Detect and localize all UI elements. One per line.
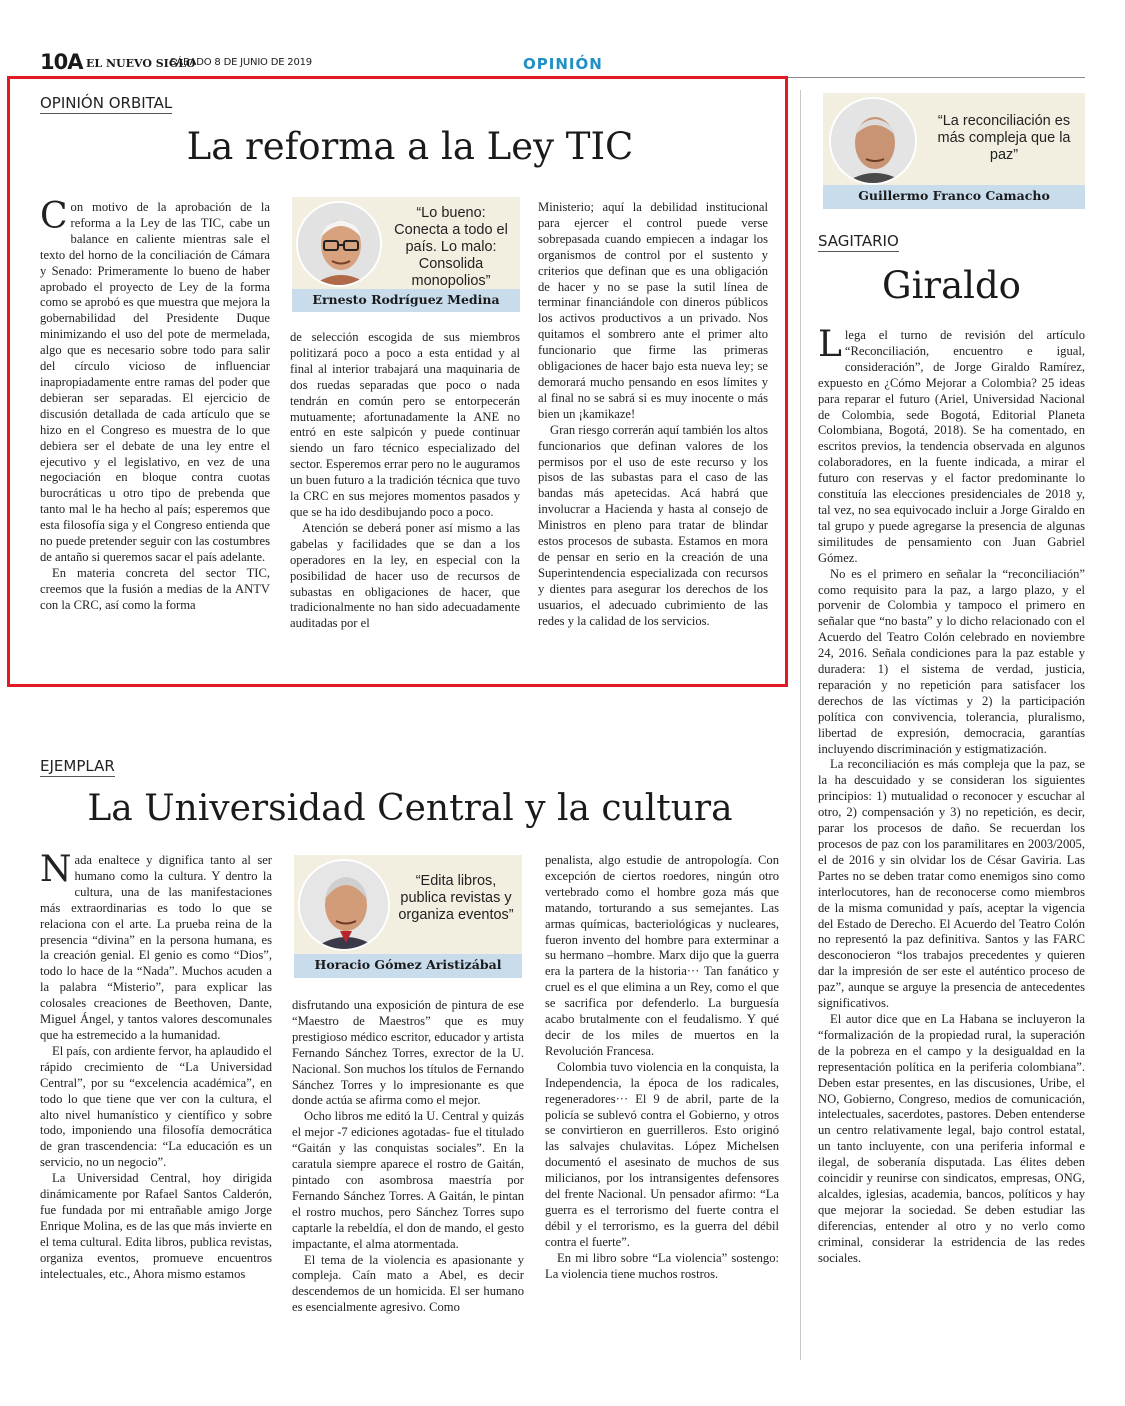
article2-title: La Universidad Central y la cultura xyxy=(87,788,733,829)
article3-paragraph: No es el primero en señalar la “reconciliación” como requisito para la paz, a largo plazo, y el porvenir de Colombia y tampoco el primero en señalar que “no basta” y lo dicho relacionado con el Acuerdo del Teatro Colón celebrado en noviembre 24, 2016. Señala condiciones para la paz estable y duradera: 1) el sistema de verdad, justicia, reparación y no repetición para satisfacer los derechos de las víctimas y 2) la participación política con convivencia, tolerancia, pluralismo, libertad de expresión, democracia, garantías incluyendo discriminación y estigmatización. xyxy=(818,566,1085,756)
article1-quote-box xyxy=(292,197,520,312)
article3-quote: “La reconciliación es más compleja que la paz” xyxy=(937,113,1071,163)
dropcap: L xyxy=(818,328,842,365)
article2-paragraph: Ocho libros me editó la U. Central y quizás el mejor -7 ediciones agotadas- fue el titulado “Gaitán y las conquistas sociales”. En la caratula siempre aparece el rostro de Gaitán, pintado con asombrosa maestría por Fernando Sánchez Torres. A Gaitán, le pintan el rostro muchos, pero Sánchez Torres supo captarle la rebeldía, el don de mando, el gesto impactante, el alma atormentada. xyxy=(292,1109,524,1251)
article3-paragraph: lega el turno de revisión del artículo “Reconciliación, encuentro e igual, consideración”, de Jorge Giraldo Ramírez, expuesto en ¿Cómo Mejorar a Colombia? 25 ideas para reparar el futuro (Ariel, Universidad Nacional de Colombia, sede Bogotá, Editorial Planeta Colombiana, Bogotá, 2018). Se ha comentado, en escritos previos, la tendencia observada en algunos colaboradores, en la fuente indicada, a mirar el futuro con reservas y el factor predominante lo constituía las elecciones presidenciales de 2018 y, tal vez, no sea equivocado incluir a Jorge Giraldo en tal grupo y puede agregarse la presencia de algunas similitudes de pensamiento con Juan Gabriel Gómez. xyxy=(818,328,1085,565)
article2-quote-box xyxy=(294,855,522,978)
page-number: 10A xyxy=(40,50,83,74)
portrait-icon xyxy=(298,203,382,287)
article3-column xyxy=(818,328,1085,1354)
section-name: OPINIÓN xyxy=(523,55,603,73)
dropcap: N xyxy=(40,853,72,890)
article3-paragraph: El autor dice que en La Habana se incluyeron la “formalización de la propiedad rural, la superación de la pobreza en el campo y la desigualdad en la representación política en la periferia colombiana”. Deben estar presentes, en las discusiones, Uribe, el NO, Gobierno, Congreso, medios de comunicación, intelectuales, sacerdotes, pastores. Deben entenderse un centro relativamente legal, bajo control estatal, un tanto incluyente, con una periferia informal e ilegal, de soberanía disputada. Las élites deben coincidir y reunirse con sindicatos, empresas, ONG, alcaldes, iglesias, academia, bancos, políticos y hay que mejorar la sociedad. Se deben estudiar las diferencias, entender al otro y no verlo como criminal, considerar la estridencia de las redes sociales. xyxy=(818,1011,1085,1265)
article2-paragraph: La Universidad Central, hoy dirigida dinámicamente por Rafael Santos Calderón, fue fundada por mi entrañable amigo Jorge Enrique Molina, es de las que más invierte en el tema cultural. Edita libros, publica revistas, organiza eventos, promueve encuentros intelectuales, etc., Ahora mismo estamos xyxy=(40,1171,272,1281)
article2-column-2 xyxy=(292,998,524,1348)
article1-paragraph: Ministerio; aquí la debilidad institucional para ejercer el control puede verse sobrepasada cuando empiecen a indagar los organismos de control por el sustento y criterios que definan que es una obligación de hacer y no se pase la sutil línea de terminar financiándole con dineros públicos los activos productivos a un privado. Nos quitamos el sombrero ante el primer alto funcionario que firme las primeras obligaciones de hacer bajo esta nueva ley; se demorará mucho pensando en esos límites y al final no se sabrá si es muy inocente o más bien un ¡kamikaze! xyxy=(538,200,768,421)
article1-quote: “Lo bueno: Conecta a todo el país. Lo malo: Consolida monopolios” xyxy=(394,205,508,289)
portrait-icon xyxy=(831,99,917,185)
article1-paragraph: En materia concreta del sector TIC, creemos que la fusión a medias de la ANTV con la CRC, así como la forma xyxy=(40,565,270,612)
portrait-icon xyxy=(300,861,390,951)
article3-title: Giraldo xyxy=(882,264,1021,307)
author-portrait xyxy=(296,201,382,287)
masthead xyxy=(40,50,1085,78)
article1-author: Ernesto Rodríguez Medina xyxy=(292,289,520,312)
column-divider xyxy=(800,90,801,1360)
article2-author: Horacio Gómez Aristizábal xyxy=(294,954,522,978)
article2-paragraph: penalista, algo estudie de antropología. Con excepción de ciertos roedores, ningún otro vertebrado como el hombre goza más que matando, torturando a sus semejantes. Las armas químicas, bacteriológicas y nucleares, fueron invento del hombre para exterminar a su hermano –hombre. Marx dijo que la guerra era la partera de la historia··· Tan fanático y cruel es el que elimina a un Rey, como el que se sacrifica por defenderlo. La burguesía acabo brutalmente con el feudalismo. Y qué decir de los miles de muertos en la Revolución Francesa. xyxy=(545,853,779,1058)
article2-paragraph: El tema de la violencia es apasionante y compleja. Caín mato a Abel, es decir descendemos de un homicida. El ser humano es esencialmente agresivo. Como xyxy=(292,1252,524,1315)
article1-title: La reforma a la Ley TIC xyxy=(186,125,634,168)
article2-column-1 xyxy=(40,853,272,1348)
author-portrait xyxy=(829,97,917,185)
article2-column-3 xyxy=(545,853,779,1348)
article2-paragraph: Colombia tuvo violencia en la conquista, la Independencia, la época de los radicales, regeneradores··· El 9 de abril, parte de la policía se sublevó contra el Gobierno, y otros se convirtieron en guerrilleros. Esto originó las salvajes chulavitas. López Michelsen documentó el asesinato de muchos de sus milicianos, por los intransigentes defensores del frente Nacional. Un pensador afirmo: “La guerra es el terrorismo del fuerte contra el débil y el terrorismo, es la guerra del débil contra el fuerte”. xyxy=(545,1059,779,1249)
article3-kicker: SAGITARIO xyxy=(818,232,899,250)
article2-quote: “Edita libros, publica revistas y organiza eventos” xyxy=(398,873,514,923)
article1-kicker: OPINIÓN ORBITAL xyxy=(40,94,173,112)
article2-paragraph: disfrutando una exposición de pintura de ese “Maestro de Maestros” que es muy prestigioso médico escritor, educador y artista Fernando Sánchez Torres, exrector de la U. Nacional. Son muchos los títulos de Fernando Sánchez Torres y lo impresionante es que donde actúa se afirma como el mejor. xyxy=(292,998,524,1108)
article1-column-2 xyxy=(290,330,520,662)
article2-paragraph: En mi libro sobre “La violencia” sostengo: La violencia tiene muchos rostros. xyxy=(545,1250,779,1281)
article3-author: Guillermo Franco Camacho xyxy=(823,185,1085,209)
article3-paragraph: La reconciliación es más compleja que la paz, se la ha descuidado y se consideran los siguientes principios: 1) mutualidad o reconocer y escuchar al otro, 2) compensación y 3) no repetición, es decir, parar los procesos de daño. Se recuerdan los procesos de paz con los paramilitares en 2003/2005, el de 2016 y sin olvidar los de César Gaviria. Las Partes no se deben tratar como enemigos sino como interlocutores, han de reconocerse como miembros de la misma comunidad y país, aceptar la vigencia del Estado de Derecho. El Acuerdo del Teatro Colón no representó la paz definitiva. Santos y las FARC desconocieron “los trabajos precedentes y quieren dar la impresión de ser este el auténtico proceso de paz”, aunque se arguye la presencia de antecedentes significativos. xyxy=(818,757,1085,1011)
paper-date: SÁBADO 8 DE JUNIO DE 2019 xyxy=(170,57,312,68)
author-portrait xyxy=(298,859,390,951)
article2-kicker: EJEMPLAR xyxy=(40,757,115,775)
article1-paragraph: Atención se deberá poner así mismo a las gabelas y facilidades que se dan a los operadores en la ley, en especial con la posibilidad de hacer uso de recursos de subastas en obligaciones de hacer, que tradicionalmente no han sido adecuadamente auditadas por el xyxy=(290,520,520,631)
article1-column-1 xyxy=(40,200,270,662)
article2-paragraph: ada enaltece y dignifica tanto al ser humano como la cultura. Y dentro la cultura, una de las manifestaciones más extraordinarias es todo lo que se relaciona con el arte. La prueba reina de la presencia “divina” en la persona humana, es la creación genial. El genio es como “Dios”, todo lo hace de la “Nada”. Muchos acuden a la palabra “Misterio”, para explicar las colosales creaciones de Beethoven, Dante, Miguel Ángel, y tantos valores descomunales que ha estremecido a la humanidad. xyxy=(40,853,272,1042)
article1-paragraph: on motivo de la aprobación de la reforma a la Ley de las TIC, cabe un balance en caliente mientras sale el texto del horno de la conciliación de Cámara y Senado: Primeramente lo bueno de haber aprobado el proyecto de Ley de la forma como se aprobó es que muestra que mejora la gobernabilidad del Presidente Duque minimizando el uso del pote de mermelada, algo que es necesario sobre todo para salir del círculo vicioso de influenciar inapropiadamente entre ramas del poder que debieran ser separadas. El ejercicio de discusión detallada de cada artículo que se hizo en el Congreso es muestra de lo que debiera ser el debate de una ley entre el ejecutivo y el legislativo, en vez de una negociación en bloque contra cuotas burocráticas u otro tipo de prebenda que tanto mal le ha hecho al país; esperemos que esta filosofía siga y el Congreso entienda que no puede pretender seguir con las costumbres de antaño si queremos sacar el país adelante. xyxy=(40,200,270,564)
article1-paragraph: de selección escogida de sus miembros politizará poco a poco a esta entidad y al final al interior trabajará una maquinaria de dos ruedas separadas que poco o nada tendrán en común pero se entorpecerán mutuamente; afortunadamente la ANE no entró en este salpicón y puede continuar siendo un faro técnico especializado del sector. Esperemos errar pero no le auguramos un buen futuro a la tradición técnica que tuvo la CRC en sus mejores momentos pasados y que se ha ido desdibujando poco a poco. xyxy=(290,330,520,519)
article3-quote-box xyxy=(823,93,1085,209)
article1-column-3 xyxy=(538,200,768,662)
article1-paragraph: Gran riesgo correrán aquí también los altos funcionarios que definan valores de los permisos por el uso de este recurso y los pisos de las subastas para el caso de las bandas más apetecidas. Acá habrá que involucrar a Hacienda y hasta al consejo de Ministros en pleno para tratar de blindar estos procesos de subasta. Estamos en mora de pensar en serio en la creación de una Superintendencia especializada con recursos y dientes para asegurar los derechos de los usuarios, el adecuado cubrimiento de las redes y la calidad de los servicios. xyxy=(538,422,768,628)
article2-paragraph: El país, con ardiente fervor, ha aplaudido el rápido crecimiento de “La Universidad Central”, por su “excelencia académica”, en todo lo que tiene que ver con la cultura, el alto nivel humanístico y científico y sobre todo, imponiendo una filosofía democrática de gran trascendencia: “La educación es un servicio, no un negocio”. xyxy=(40,1043,272,1170)
dropcap: C xyxy=(40,200,68,237)
paper-name: EL NUEVO SIGLO xyxy=(86,57,196,70)
